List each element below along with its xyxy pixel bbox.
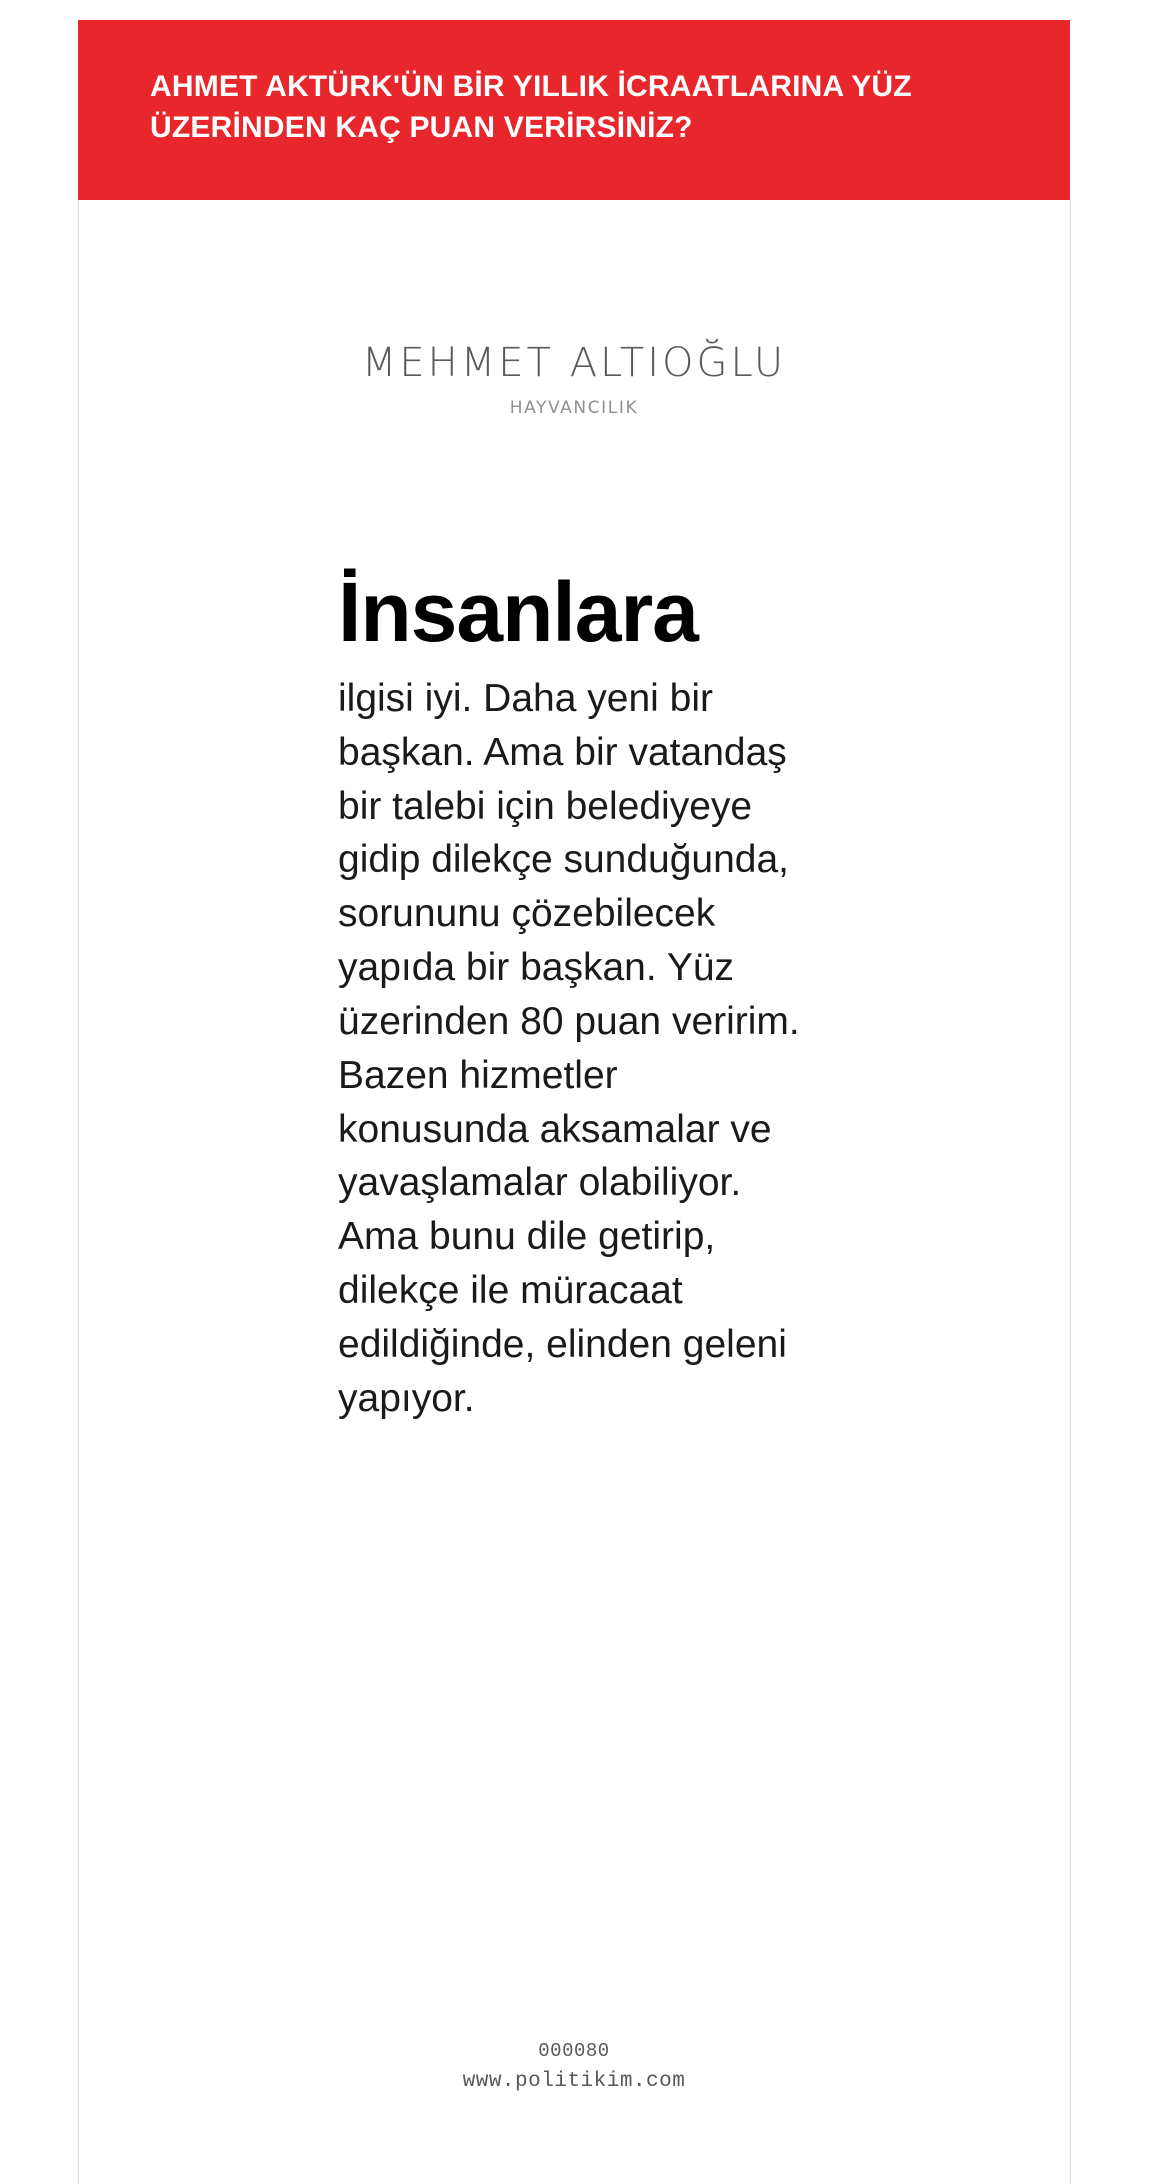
footer-website: www.politikim.com (462, 2070, 686, 2093)
quote-lead-word: İnsanlara (338, 565, 698, 659)
quote-block (338, 565, 818, 1425)
card-right-rule (1070, 200, 1071, 2184)
person-name: MEHMET ALTIOĞLU (361, 340, 787, 386)
question-banner (78, 20, 1070, 200)
banner-question-text: AHMET AKTÜRK'ÜN BİR YILLIK İCRAATLARINA YÜZ ÜZERİNDEN KAÇ PUAN VERİRSİNİZ? (150, 70, 912, 145)
quote-body-text: ilgisi iyi. Daha yeni bir başkan. Ama bir vatandaş bir talebi için belediyeye gidip dilekçe sunduğunda, sorununu çözebilecek yapıda bir başkan. Yüz üzerinden 80 puan veririm. Bazen hizmetler konusunda aksamalar ve yavaşlamalar olabiliyor. Ama bunu dile getirip, dilekçe ile müracaat edildiğinde, elinden geleni yapıyor. (338, 677, 800, 1420)
card-left-rule (78, 200, 79, 2184)
footer-block (78, 2040, 1070, 2093)
person-block (78, 340, 1070, 418)
person-role: HAYVANCILIK (509, 398, 639, 418)
footer-code: 000080 (538, 2040, 610, 2062)
